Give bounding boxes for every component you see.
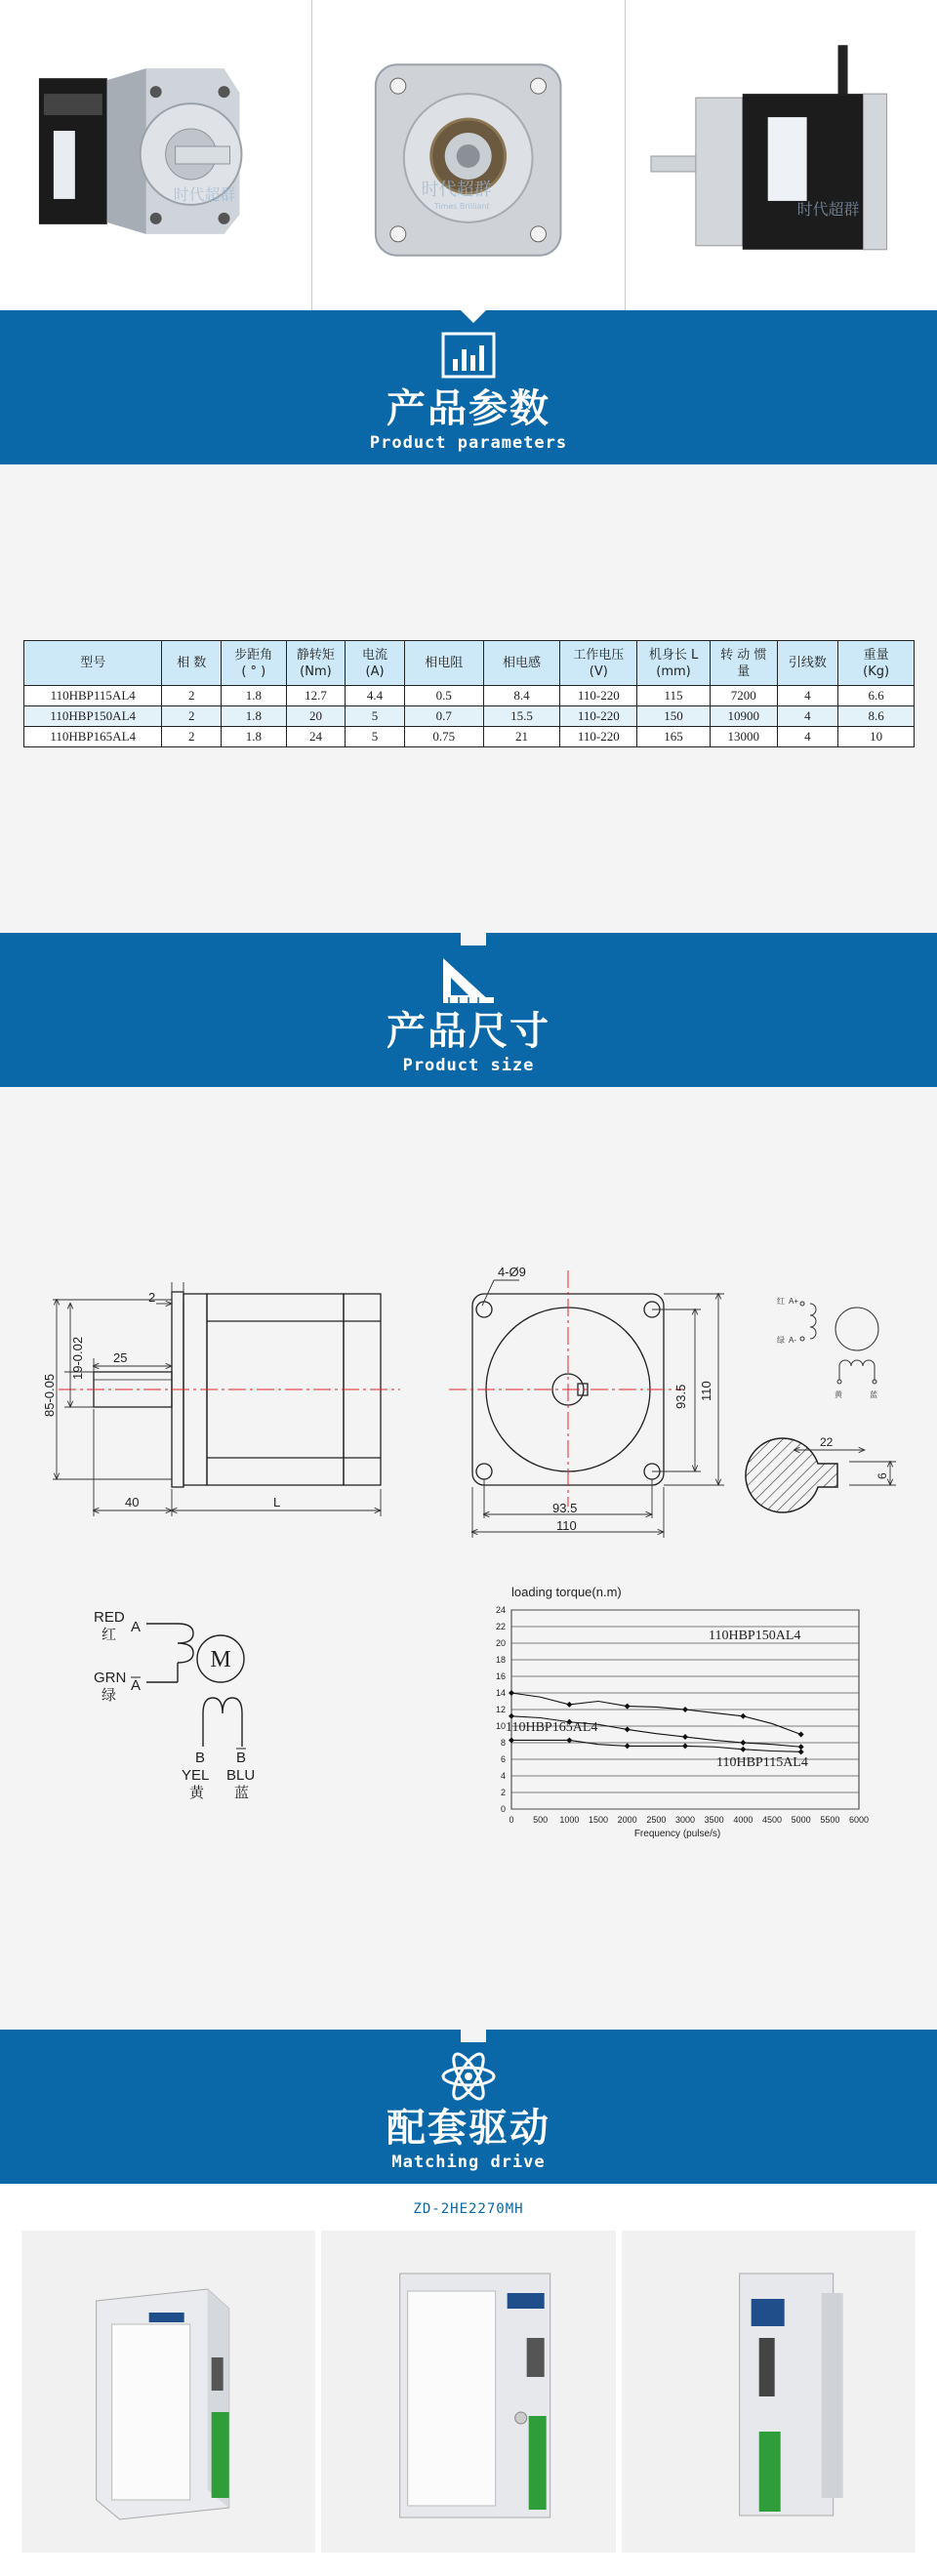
driver-angle-photo xyxy=(21,2231,315,2553)
table-cell: 7200 xyxy=(710,686,777,706)
sch-grn: 绿 xyxy=(777,1336,785,1345)
chart-x-tick-label: 0 xyxy=(509,1815,514,1825)
table-header-cell: 相电阻 xyxy=(404,641,483,686)
chart-series-label: 110HBP115AL4 xyxy=(716,1755,808,1770)
table-cell: 2 xyxy=(162,706,222,727)
driver-front-image xyxy=(321,2231,615,2553)
wire-red: RED xyxy=(94,1609,125,1626)
chart-point xyxy=(798,1749,804,1754)
params-banner xyxy=(0,310,937,464)
table-cell: 8.6 xyxy=(838,706,915,727)
chart-point xyxy=(566,1702,572,1708)
table-row xyxy=(24,686,915,706)
table-cell: 0.7 xyxy=(404,706,483,727)
dimension-drawings xyxy=(0,1087,937,2030)
dim-pitch-v: 93.5 xyxy=(673,1384,688,1409)
drive-banner xyxy=(0,2030,937,2184)
shaft-section xyxy=(746,1435,896,1512)
chart-point xyxy=(682,1734,688,1740)
chart-y-tick-label: 22 xyxy=(495,1622,506,1631)
section-title: 产品参数 xyxy=(387,386,550,431)
table-cell: 12.7 xyxy=(286,686,346,706)
wire-yel-cn: 黄 xyxy=(189,1785,205,1801)
chart-y-tick-label: 0 xyxy=(500,1804,506,1814)
dim-shaft-flat: 6 xyxy=(876,1472,889,1479)
table-header-cell: 步距角 ( ° ) xyxy=(221,641,286,686)
size-banner xyxy=(0,933,937,1087)
wire-blu: BLU xyxy=(226,1767,256,1784)
chart-point xyxy=(509,1713,514,1719)
triangle-ruler-icon xyxy=(439,954,498,1005)
table-header-cell: 工作电压 (V) xyxy=(560,641,637,686)
driver-photo-strip xyxy=(21,2231,916,2553)
sch-a-plus: A+ xyxy=(789,1297,799,1306)
table-header-row xyxy=(24,641,915,686)
dim-holes: 4-Ø9 xyxy=(498,1265,526,1279)
chart-point xyxy=(509,1690,514,1696)
motor-photo-strip xyxy=(0,0,937,310)
table-header-cell: 静转矩 (Nm) xyxy=(286,641,346,686)
params-table xyxy=(23,640,915,747)
chart-y-tick-label: 12 xyxy=(495,1705,506,1714)
banner-notch xyxy=(461,310,486,323)
wire-grn: GRN xyxy=(94,1670,127,1686)
chart-y-tick-label: 6 xyxy=(500,1754,506,1764)
bar-chart-icon xyxy=(439,332,498,382)
wire-blu-cn: 蓝 xyxy=(234,1785,250,1801)
driver-angle-image xyxy=(21,2231,315,2553)
table-cell: 110HBP165AL4 xyxy=(24,727,162,747)
dim-front: 40 xyxy=(125,1495,140,1509)
chart-x-tick-label: 2500 xyxy=(646,1815,667,1825)
chart-point xyxy=(740,1713,746,1719)
dim-shaft-dia: 19-0.02 xyxy=(70,1336,85,1380)
side-view xyxy=(59,1292,400,1487)
sch-red: 红 xyxy=(777,1297,785,1306)
chart-y-tick-label: 10 xyxy=(495,1721,506,1731)
table-cell: 4 xyxy=(777,706,838,727)
chart-y-tick-label: 2 xyxy=(500,1788,506,1797)
chart-point xyxy=(740,1747,746,1752)
motor-front-image xyxy=(312,0,624,310)
front-view xyxy=(449,1270,683,1507)
table-cell: 5 xyxy=(346,727,405,747)
table-header-cell: 相电感 xyxy=(483,641,560,686)
chart-y-tick-label: 24 xyxy=(495,1605,506,1615)
chart-point xyxy=(682,1743,688,1749)
wire-red-cn: 红 xyxy=(102,1627,117,1643)
table-header-cell: 电流 (A) xyxy=(346,641,405,686)
chart-point xyxy=(740,1740,746,1746)
chart-x-tick-label: 1500 xyxy=(588,1815,609,1825)
motor-angle-photo xyxy=(0,0,312,310)
sch-blu: 蓝 xyxy=(870,1390,877,1399)
section-title: 配套驱动 xyxy=(387,2106,550,2151)
chart-point xyxy=(625,1704,631,1710)
chart-x-tick-label: 4000 xyxy=(733,1815,754,1825)
drive-model-label: ZD-2HE2270MH xyxy=(413,2201,524,2217)
chart-x-tick-label: 2000 xyxy=(617,1815,637,1825)
table-cell: 0.5 xyxy=(404,686,483,706)
table-cell: 5 xyxy=(346,706,405,727)
dim-size-h: 110 xyxy=(556,1518,577,1533)
table-header-cell: 重量 (Kg) xyxy=(838,641,915,686)
chart-x-tick-label: 6000 xyxy=(848,1815,870,1825)
table-cell: 2 xyxy=(162,686,222,706)
table-cell: 0.75 xyxy=(404,727,483,747)
table-cell: 110HBP150AL4 xyxy=(24,706,162,727)
dim-pitch-h: 93.5 xyxy=(552,1501,578,1515)
small-schematic-labels xyxy=(777,1296,877,1399)
table-cell: 4 xyxy=(777,727,838,747)
table-header-cell: 转 动 惯 量 xyxy=(710,641,777,686)
dimension-svg xyxy=(0,1087,937,2030)
banner-notch xyxy=(461,933,486,946)
chart-x-tick-label: 5500 xyxy=(820,1815,840,1825)
table-cell: 110-220 xyxy=(560,727,637,747)
table-header-cell: 引线数 xyxy=(777,641,838,686)
table-cell: 115 xyxy=(637,686,711,706)
table-cell: 110-220 xyxy=(560,686,637,706)
svg-text:时代超群: 时代超群 xyxy=(422,179,492,200)
torque-chart xyxy=(496,1585,869,1839)
table-cell: 6.6 xyxy=(838,686,915,706)
table-cell: 4.4 xyxy=(346,686,405,706)
wiring-diagram xyxy=(146,1624,244,1747)
table-cell: 4 xyxy=(777,686,838,706)
dim-shaft-len: 25 xyxy=(113,1350,128,1365)
banner-notch xyxy=(461,2030,486,2042)
motor-front-photo xyxy=(312,0,625,310)
table-cell: 15.5 xyxy=(483,706,560,727)
table-cell: 1.8 xyxy=(221,706,286,727)
table-cell: 2 xyxy=(162,727,222,747)
chart-point xyxy=(625,1743,631,1749)
table-cell: 1.8 xyxy=(221,727,286,747)
chart-y-tick-label: 18 xyxy=(495,1655,506,1665)
table-cell: 13000 xyxy=(710,727,777,747)
table-cell: 21 xyxy=(483,727,560,747)
chart-y-tick-label: 8 xyxy=(500,1738,506,1748)
table-cell: 1.8 xyxy=(221,686,286,706)
table-cell: 10 xyxy=(838,727,915,747)
chart-x-tick-label: 4500 xyxy=(761,1815,783,1825)
chart-series-label: 110HBP165AL4 xyxy=(506,1720,598,1735)
front-view-labels xyxy=(498,1265,713,1533)
chart-x-tick-label: 1000 xyxy=(559,1815,580,1825)
section-title: 产品尺寸 xyxy=(387,1009,550,1054)
svg-text:Times Brilliant: Times Brilliant xyxy=(434,201,490,211)
dim-body: L xyxy=(273,1495,281,1509)
svg-text:时代超群: 时代超群 xyxy=(173,184,236,204)
table-cell: 10900 xyxy=(710,706,777,727)
driver-front-photo xyxy=(321,2231,615,2553)
atom-icon xyxy=(439,2051,498,2102)
table-cell: 110HBP115AL4 xyxy=(24,686,162,706)
wire-b-bar: B xyxy=(236,1750,247,1766)
table-cell: 110-220 xyxy=(560,706,637,727)
driver-side-photo xyxy=(622,2231,916,2553)
chart-x-axis-label: Frequency (pulse/s) xyxy=(633,1829,721,1839)
chart-point xyxy=(625,1726,631,1732)
wire-grn-cn: 绿 xyxy=(102,1687,117,1704)
table-cell: 20 xyxy=(286,706,346,727)
side-view-dims xyxy=(53,1282,381,1516)
side-view-labels xyxy=(42,1290,280,1509)
driver-side-image xyxy=(622,2231,916,2553)
small-schematic xyxy=(800,1302,878,1384)
table-cell: 165 xyxy=(637,727,711,747)
chart-x-tick-label: 500 xyxy=(533,1815,549,1825)
chart-y-tick-label: 14 xyxy=(495,1688,506,1698)
chart-y-tick-label: 20 xyxy=(495,1638,506,1648)
chart-title: loading torque(n.m) xyxy=(511,1585,622,1599)
chart-point xyxy=(798,1732,804,1738)
table-header-cell: 机身长 L (mm) xyxy=(637,641,711,686)
svg-text:时代超群: 时代超群 xyxy=(796,199,860,219)
wire-a-bar: A xyxy=(131,1677,142,1694)
table-row xyxy=(24,727,915,747)
motor-angle-image xyxy=(0,0,311,310)
sch-yel: 黄 xyxy=(835,1390,842,1399)
chart-point xyxy=(682,1707,688,1712)
dim-flange: 2 xyxy=(148,1290,156,1305)
wire-b: B xyxy=(195,1750,206,1766)
sch-a-minus: A- xyxy=(789,1336,796,1345)
table-row xyxy=(24,706,915,727)
motor-side-photo xyxy=(626,0,937,310)
motor-symbol: M xyxy=(210,1647,231,1672)
chart-point xyxy=(509,1737,514,1743)
chart-x-tick-label: 3000 xyxy=(674,1815,696,1825)
wire-a: A xyxy=(131,1619,142,1635)
chart-point xyxy=(566,1737,572,1743)
dim-shaft-section: 22 xyxy=(820,1435,834,1449)
chart-series-label: 110HBP150AL4 xyxy=(709,1629,801,1643)
wire-yel: YEL xyxy=(182,1767,210,1784)
chart-x-tick-label: 3500 xyxy=(704,1815,724,1825)
section-subtitle: Matching drive xyxy=(391,2153,546,2172)
motor-side-image xyxy=(626,0,937,310)
table-cell: 8.4 xyxy=(483,686,560,706)
chart-x-tick-label: 5000 xyxy=(791,1815,811,1825)
table-cell: 150 xyxy=(637,706,711,727)
chart-y-tick-label: 16 xyxy=(495,1671,506,1681)
table-header-cell: 相 数 xyxy=(162,641,222,686)
table-header-cell: 型号 xyxy=(24,641,162,686)
chart-y-tick-label: 4 xyxy=(500,1771,506,1781)
dim-boss-dia: 85-0.05 xyxy=(42,1373,57,1417)
dim-size-v: 110 xyxy=(699,1381,713,1401)
table-cell: 24 xyxy=(286,727,346,747)
section-subtitle: Product parameters xyxy=(369,433,568,453)
section-subtitle: Product size xyxy=(402,1056,535,1075)
chart-series-line xyxy=(511,1740,801,1751)
